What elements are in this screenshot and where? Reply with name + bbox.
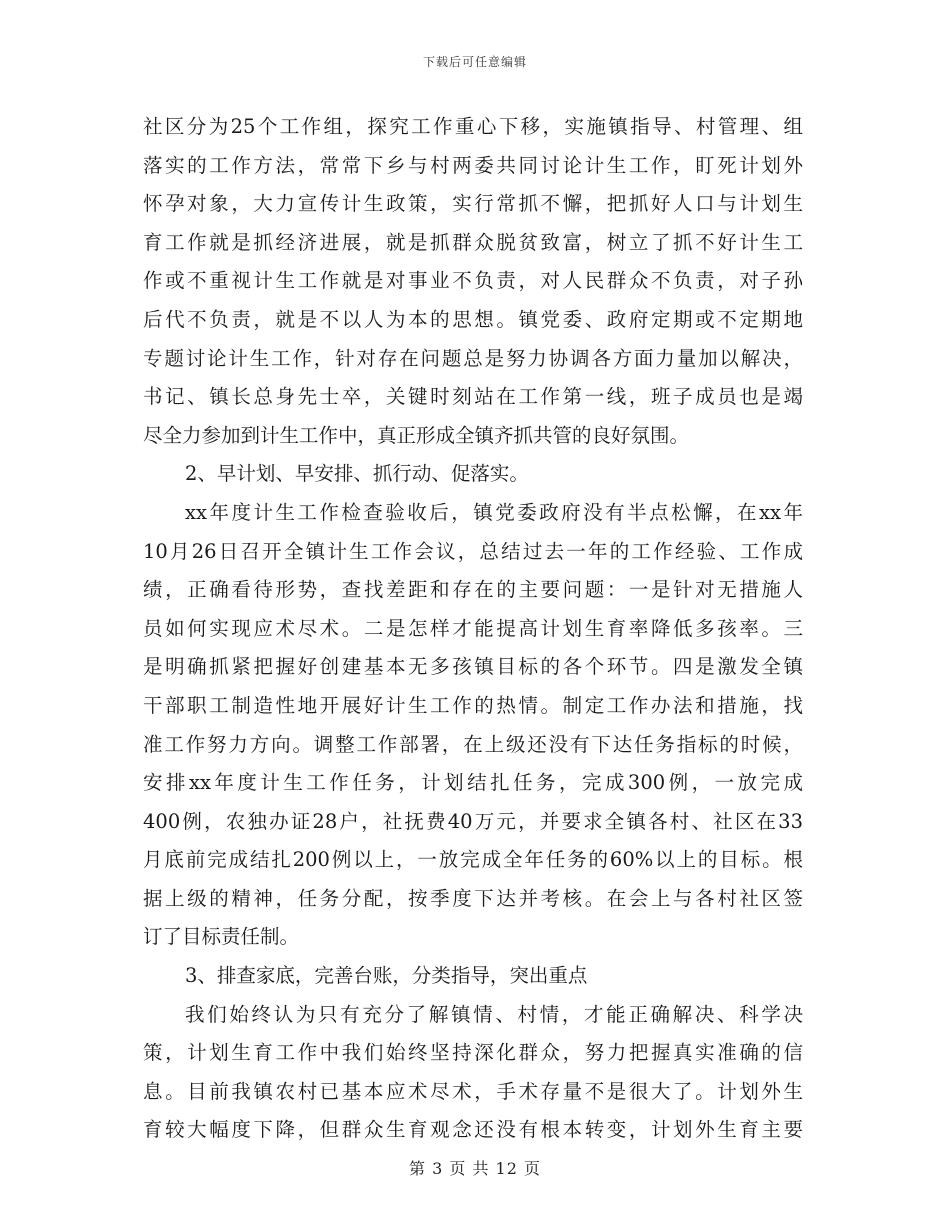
text-line: 安排xx年度计生工作任务，计划结扎任务，完成300例，一放完成 <box>143 771 803 795</box>
text-line: 落实的工作方法，常常下乡与村两委共同讨论计生工作，盯死计划外 <box>143 153 803 177</box>
text-line: 绩，正确看待形势，查找差距和存在的主要问题：一是针对无措施人 <box>143 578 803 602</box>
text-line: 3、排查家底，完善台账，分类指导，突出重点 <box>185 964 588 988</box>
text-line: 月底前完成结扎200例以上，一放完成全年任务的60%以上的目标。根 <box>143 848 803 872</box>
text-line: 我们始终认为只有充分了解镇情、村情，才能正确解决、科学决 <box>185 1002 803 1026</box>
text-line: 育较大幅度下降，但群众生育观念还没有根本转变，计划外生育主要 <box>143 1118 803 1142</box>
page-header: 下载后可任意编辑 <box>422 55 527 69</box>
text-line: 干部职工制造性地开展好计生工作的热情。制定工作办法和措施，找 <box>143 693 803 717</box>
text-line: 社区分为25个工作组，探究工作重心下移，实施镇指导、村管理、组 <box>143 115 803 138</box>
section-heading <box>143 455 803 494</box>
text-line: 专题讨论计生工作，针对存在问题总是努力协调各方面力量加以解决， <box>143 346 803 370</box>
paragraph <box>143 996 803 1150</box>
text-line: 10月26日召开全镇计生工作会议，总结过去一年的工作经验、工作成 <box>143 539 803 563</box>
text-line: 400例，农独办证28户，社抚费40万元，并要求全镇各村、社区在33 <box>143 809 803 833</box>
text-line: 育工作就是抓经济进展，就是抓群众脱贫致富，树立了抓不好计生工 <box>143 230 803 254</box>
paragraph <box>143 494 803 957</box>
text-line: 策，计划生育工作中我们始终坚持深化群众，努力把握真实准确的信 <box>143 1041 803 1065</box>
text-line: 书记、镇长总身先士卒，关键时刻站在工作第一线，班子成员也是竭 <box>143 385 803 409</box>
text-line: 据上级的精神，任务分配，按季度下达并考核。在会上与各村社区签 <box>143 886 803 910</box>
text-line: 准工作努力方向。调整工作部署，在上级还没有下达任务指标的时候， <box>143 732 803 756</box>
text-line: 尽全力参加到计生工作中，真正形成全镇齐抓共管的良好氛围。 <box>143 423 690 447</box>
text-line: 订了目标责任制。 <box>143 925 300 949</box>
text-line: 员如何实现应术尽术。二是怎样才能提高计划生育率降低多孩率。三 <box>143 616 803 640</box>
text-line: 息。目前我镇农村已基本应术尽术，手术存量不是很大了。计划外生 <box>143 1079 803 1103</box>
text-line: 是明确抓紧把握好创建基本无多孩镇目标的各个环节。四是激发全镇 <box>143 655 803 679</box>
paragraph <box>143 108 803 455</box>
text-line: xx年度计生工作检查验收后，镇党委政府没有半点松懈，在xx年 <box>185 500 803 524</box>
text-line: 后代不负责，就是不以人为本的思想。镇党委、政府定期或不定期地 <box>143 307 803 331</box>
text-line: 作或不重视计生工作就是对事业不负责，对人民群众不负责，对子孙 <box>143 269 803 293</box>
text-line: 2、早计划、早安排、抓行动、促落实。 <box>185 462 529 486</box>
text-line: 怀孕对象，大力宣传计生政策，实行常抓不懈，把抓好人口与计划生 <box>143 192 803 216</box>
section-heading <box>143 957 803 996</box>
document-body <box>143 108 803 1150</box>
page-number-footer: 第 3 页 共 12 页 <box>409 1159 541 1178</box>
